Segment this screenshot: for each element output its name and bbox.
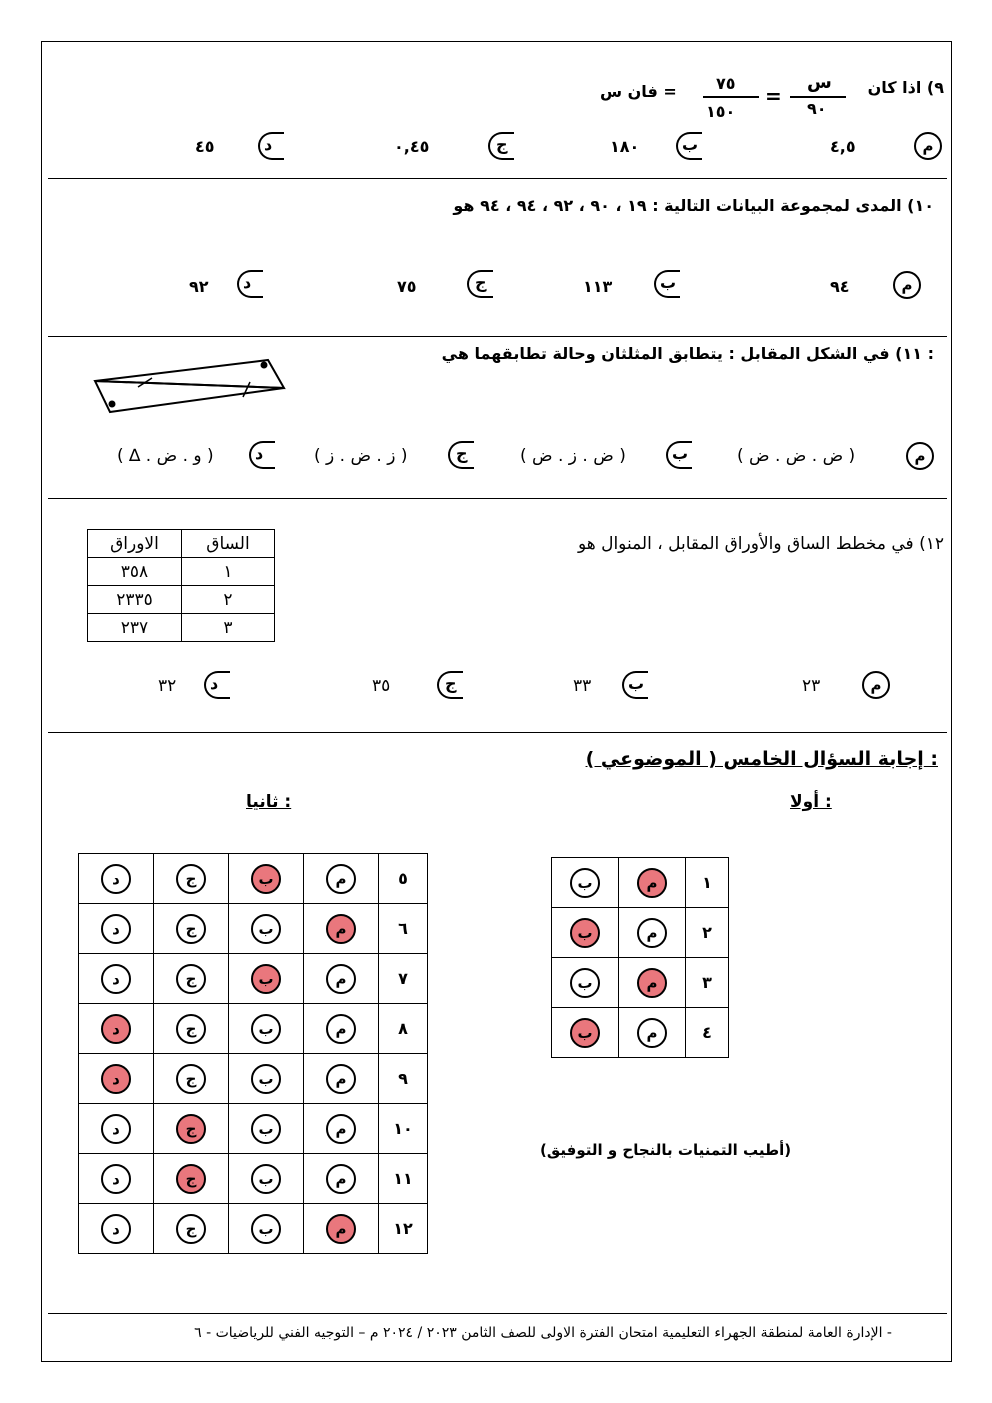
- second-part-label: ثانيا :: [246, 792, 292, 812]
- selected-answer-bubble[interactable]: ب: [570, 1018, 600, 1048]
- first-part-label: أولا :: [790, 792, 832, 812]
- answer-bubble[interactable]: ج: [176, 864, 206, 894]
- answer-row: [79, 854, 428, 904]
- q9-frac-left-num: س: [807, 72, 832, 93]
- q9-option-b: ١٨٠: [610, 137, 640, 156]
- answer-bubble[interactable]: ب: [570, 968, 600, 998]
- divider: [48, 178, 947, 179]
- q9-frac-right-bar: [703, 96, 759, 98]
- answer-grid-first: [551, 857, 729, 1058]
- answer-cell: [79, 1104, 154, 1154]
- q9-option-c-letter: ج: [496, 135, 508, 154]
- answer-cell: [154, 1154, 229, 1204]
- answer-bubble[interactable]: م: [326, 964, 356, 994]
- answer-bubble[interactable]: ج: [176, 1014, 206, 1044]
- q12-option-c: ٣٥: [372, 676, 391, 696]
- q9-option-b-letter: ب: [682, 135, 699, 154]
- answer-cell: [619, 908, 686, 958]
- selected-answer-bubble[interactable]: ب: [570, 918, 600, 948]
- q12-option-d-letter: د: [210, 674, 219, 693]
- answer-cell: [304, 1104, 379, 1154]
- answer-bubble[interactable]: م: [326, 1164, 356, 1194]
- q9-frac-left-den: ٩٠: [807, 99, 827, 118]
- answer-bubble[interactable]: م: [637, 918, 667, 948]
- stem-leaf-leaves: ٢٣٧: [88, 614, 182, 642]
- answer-bubble[interactable]: د: [101, 914, 131, 944]
- answer-cell: [619, 858, 686, 908]
- question-number: ١٠: [379, 1104, 428, 1154]
- selected-answer-bubble[interactable]: ب: [251, 864, 281, 894]
- question-number: ١١: [379, 1154, 428, 1204]
- answers-title: إجابة السؤال الخامس ( الموضوعي ) :: [585, 748, 938, 770]
- selected-answer-bubble[interactable]: م: [326, 914, 356, 944]
- q11-option-b-letter: ب: [672, 444, 689, 463]
- q10-option-c-letter: ج: [475, 273, 487, 292]
- q11-option-b: ( ض . ز . ض ): [520, 446, 626, 466]
- q10-text: ١٠) المدى لمجموعة البيانات التالية : ١٩ ، ٩٠ ، ٩٢ ، ٩٤ ، ٩٤ هو: [453, 196, 934, 215]
- answer-cell: [79, 1004, 154, 1054]
- question-number: ٣: [686, 958, 729, 1008]
- answer-row: [79, 954, 428, 1004]
- question-number: ١٢: [379, 1204, 428, 1254]
- q12-text: ١٢) في مخطط الساق والأوراق المقابل ، المنوال هو: [577, 534, 944, 554]
- answer-row: [79, 1054, 428, 1104]
- answer-bubble[interactable]: ب: [251, 914, 281, 944]
- q9-option-d: ٤٥: [195, 137, 215, 156]
- stem-leaf-stem: ٢: [181, 586, 274, 614]
- answer-cell: [304, 1154, 379, 1204]
- q12-option-a-marker[interactable]: م: [862, 671, 890, 699]
- stem-leaf-leaves: ٣٥٨: [88, 558, 182, 586]
- q11-option-a-marker[interactable]: م: [906, 442, 934, 470]
- answer-cell: [619, 958, 686, 1008]
- q9-option-c: ٠,٤٥: [394, 137, 430, 156]
- answer-bubble[interactable]: ب: [251, 1064, 281, 1094]
- divider: [48, 732, 947, 733]
- q11-triangles-figure: [90, 352, 290, 416]
- answer-bubble[interactable]: م: [326, 1114, 356, 1144]
- question-number: ٦: [379, 904, 428, 954]
- footer-divider: [48, 1313, 947, 1314]
- q10-option-b-letter: ب: [660, 273, 677, 292]
- stem-leaf-stem: ١: [181, 558, 274, 586]
- selected-answer-bubble[interactable]: ب: [251, 964, 281, 994]
- answer-cell: [154, 954, 229, 1004]
- question-number: ١: [686, 858, 729, 908]
- answer-cell: [229, 854, 304, 904]
- answer-cell: [229, 904, 304, 954]
- answer-cell: [79, 854, 154, 904]
- answer-cell: [154, 1204, 229, 1254]
- answer-cell: [79, 954, 154, 1004]
- answer-bubble[interactable]: ب: [251, 1114, 281, 1144]
- stem-leaf-header-leaves: الاوراق: [88, 530, 182, 558]
- question-number: ٩: [379, 1054, 428, 1104]
- answer-cell: [552, 1008, 619, 1058]
- answer-cell: [79, 1054, 154, 1104]
- q12-option-b: ٣٣: [573, 676, 592, 696]
- selected-answer-bubble[interactable]: ج: [176, 1114, 206, 1144]
- question-number: ٥: [379, 854, 428, 904]
- answer-row: [79, 1004, 428, 1054]
- answer-cell: [304, 954, 379, 1004]
- answer-cell: [552, 908, 619, 958]
- stem-leaf-header-stem: الساق: [181, 530, 274, 558]
- answer-bubble[interactable]: ب: [251, 1214, 281, 1244]
- q10-option-b: ١١٣: [583, 277, 613, 296]
- q9-option-a: ٤,٥: [830, 137, 856, 156]
- answer-cell: [79, 1154, 154, 1204]
- answer-cell: [154, 904, 229, 954]
- q10-option-d: ٩٢: [189, 277, 209, 296]
- q9-option-a-marker[interactable]: م: [914, 132, 942, 160]
- answer-cell: [229, 1204, 304, 1254]
- question-number: ٨: [379, 1004, 428, 1054]
- answer-bubble[interactable]: ج: [176, 1214, 206, 1244]
- q9-frac-right-num: ٧٥: [716, 74, 736, 93]
- answer-row: [552, 908, 729, 958]
- answer-bubble[interactable]: م: [637, 1018, 667, 1048]
- divider: [48, 336, 947, 337]
- answer-cell: [304, 1054, 379, 1104]
- answer-bubble[interactable]: د: [101, 1164, 131, 1194]
- q9-frac-right-den: ١٥٠: [706, 102, 736, 121]
- q12-option-a: ٢٣: [802, 676, 821, 696]
- answer-row: [79, 1204, 428, 1254]
- question-number: ٢: [686, 908, 729, 958]
- answer-grid-second: [78, 853, 428, 1254]
- q9-equals: =: [765, 84, 782, 108]
- answer-bubble[interactable]: د: [101, 1114, 131, 1144]
- answer-bubble[interactable]: م: [326, 864, 356, 894]
- q11-option-a: ( ض . ض . ض ): [737, 446, 856, 466]
- q10-option-a: ٩٤: [830, 277, 850, 296]
- answer-bubble[interactable]: ج: [176, 964, 206, 994]
- stem-leaf-table: [87, 529, 275, 642]
- question-number: ٧: [379, 954, 428, 1004]
- answer-bubble[interactable]: د: [101, 864, 131, 894]
- answer-cell: [229, 954, 304, 1004]
- selected-answer-bubble[interactable]: د: [101, 1014, 131, 1044]
- answer-cell: [552, 858, 619, 908]
- answer-bubble[interactable]: د: [101, 1214, 131, 1244]
- q12-option-c-letter: ج: [445, 674, 457, 693]
- answer-cell: [304, 904, 379, 954]
- answer-row: [79, 904, 428, 954]
- stem-leaf-stem: ٣: [181, 614, 274, 642]
- stem-leaf-leaves: ٢٣٣٥: [88, 586, 182, 614]
- selected-answer-bubble[interactable]: م: [637, 868, 667, 898]
- q9-label: ٩) اذا كان: [867, 78, 944, 97]
- answer-bubble[interactable]: م: [326, 1064, 356, 1094]
- answer-bubble[interactable]: ب: [570, 868, 600, 898]
- selected-answer-bubble[interactable]: م: [637, 968, 667, 998]
- divider: [48, 498, 947, 499]
- answer-cell: [229, 1004, 304, 1054]
- q11-option-c-letter: ج: [456, 444, 468, 463]
- answer-cell: [154, 854, 229, 904]
- answer-cell: [552, 958, 619, 1008]
- answer-cell: [154, 1004, 229, 1054]
- q9-tail: فان س =: [600, 82, 677, 101]
- q11-option-d-letter: د: [255, 444, 264, 463]
- answer-cell: [79, 1204, 154, 1254]
- answer-cell: [304, 1204, 379, 1254]
- answer-row: [552, 1008, 729, 1058]
- answer-cell: [304, 854, 379, 904]
- q11-option-d: ( ∆ . و . ض ): [117, 446, 214, 466]
- answer-bubble[interactable]: ج: [176, 914, 206, 944]
- footer-text: الإدارة العامة لمنطقة الجهراء التعليمية امتحان الفترة الاولى للصف الثامن ٢٠٢٣ / ٢٠٢٤ م – التوجيه الفني للرياضيات - ٦ -: [194, 1325, 892, 1341]
- answer-row: [552, 858, 729, 908]
- answer-row: [79, 1154, 428, 1204]
- answer-bubble[interactable]: ب: [251, 1014, 281, 1044]
- answer-cell: [619, 1008, 686, 1058]
- q9-frac-left-bar: [790, 96, 846, 98]
- q10-option-a-marker[interactable]: م: [893, 271, 921, 299]
- q12-option-d: ٣٢: [158, 676, 177, 696]
- answer-cell: [304, 1004, 379, 1054]
- selected-answer-bubble[interactable]: م: [326, 1214, 356, 1244]
- answer-cell: [229, 1104, 304, 1154]
- answer-cell: [154, 1104, 229, 1154]
- answer-cell: [154, 1054, 229, 1104]
- q10-option-d-letter: د: [243, 273, 252, 292]
- answer-bubble[interactable]: م: [326, 1014, 356, 1044]
- q10-option-c: ٧٥: [397, 277, 417, 296]
- selected-answer-bubble[interactable]: د: [101, 1064, 131, 1094]
- wishes-text: (أطيب التمنيات بالنجاح و التوفيق): [540, 1141, 792, 1159]
- q9-option-d-letter: د: [264, 135, 273, 154]
- q11-option-c: ( ز . ض . ز ): [314, 446, 408, 466]
- answer-bubble[interactable]: ج: [176, 1064, 206, 1094]
- answer-cell: [229, 1054, 304, 1104]
- answer-row: [552, 958, 729, 1008]
- selected-answer-bubble[interactable]: ج: [176, 1164, 206, 1194]
- answer-bubble[interactable]: د: [101, 964, 131, 994]
- answer-cell: [79, 904, 154, 954]
- q11-text: ١١) في الشكل المقابل : يتطابق المثلثان وحالة تطابقهما هي :: [441, 344, 934, 363]
- answer-cell: [229, 1154, 304, 1204]
- answer-bubble[interactable]: ب: [251, 1164, 281, 1194]
- answer-row: [79, 1104, 428, 1154]
- q12-option-b-letter: ب: [628, 674, 645, 693]
- question-number: ٤: [686, 1008, 729, 1058]
